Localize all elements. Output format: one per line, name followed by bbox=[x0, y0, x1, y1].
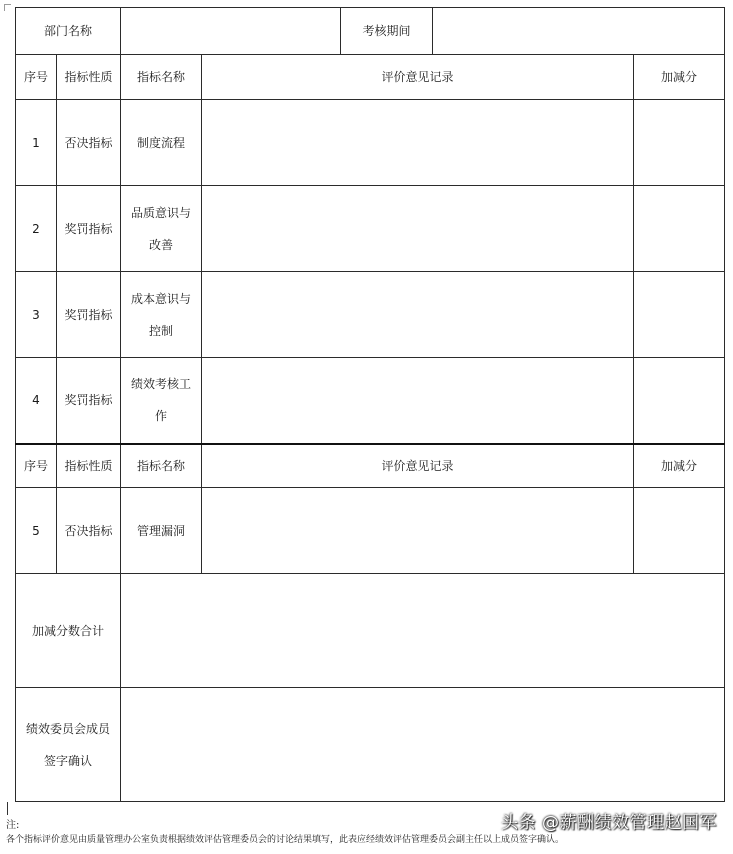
row-seq: 3 bbox=[16, 272, 57, 358]
col-score-header: 加减分 bbox=[634, 444, 725, 488]
col-name-header: 指标名称 bbox=[121, 444, 202, 488]
signoff-value[interactable] bbox=[121, 688, 725, 802]
row-comment-cell[interactable] bbox=[202, 488, 634, 574]
row-indicator-name bbox=[121, 358, 202, 444]
signoff-label bbox=[16, 688, 121, 802]
row-seq: 2 bbox=[16, 186, 57, 272]
row-indicator-name bbox=[121, 186, 202, 272]
total-value[interactable] bbox=[121, 574, 725, 688]
row-seq: 1 bbox=[16, 100, 57, 186]
note-label: 注: bbox=[6, 820, 20, 831]
row-comment-cell[interactable] bbox=[202, 272, 634, 358]
row-indicator-name-line: 改善 bbox=[149, 237, 174, 252]
evaluation-table bbox=[15, 7, 725, 802]
row-seq: 5 bbox=[16, 488, 57, 574]
row-indicator-name bbox=[121, 272, 202, 358]
row-indicator-name: 制度流程 bbox=[121, 100, 202, 186]
row-nature: 奖罚指标 bbox=[57, 358, 121, 444]
row-score-cell[interactable] bbox=[634, 100, 725, 186]
row-score-cell[interactable] bbox=[634, 358, 725, 444]
note-text: 各个指标评价意见由质量管理办公室负责根据绩效评估管理委员会的讨论结果填写，此表应经绩效评估管理委员会副主任以上成员签字确认。 bbox=[6, 835, 565, 845]
row-seq: 4 bbox=[16, 358, 57, 444]
page-corner-mark bbox=[4, 4, 11, 11]
row-nature: 否决指标 bbox=[57, 100, 121, 186]
row-indicator-name-line: 品质意识与 bbox=[131, 205, 192, 220]
table-row bbox=[16, 100, 725, 186]
table-row bbox=[16, 488, 725, 574]
row-score-cell[interactable] bbox=[634, 488, 725, 574]
row-comment-cell[interactable] bbox=[202, 100, 634, 186]
row-score-cell[interactable] bbox=[634, 186, 725, 272]
row-nature: 否决指标 bbox=[57, 488, 121, 574]
dept-name-value[interactable] bbox=[121, 8, 341, 55]
row-indicator-name: 管理漏洞 bbox=[121, 488, 202, 574]
table-row bbox=[16, 272, 725, 358]
signoff-label-line: 绩效委员会成员 bbox=[26, 721, 111, 736]
row-indicator-name-line: 作 bbox=[155, 409, 168, 424]
row-nature: 奖罚指标 bbox=[57, 186, 121, 272]
signoff-row bbox=[16, 688, 725, 802]
watermark: 头条 @薪酬绩效管理赵国军 bbox=[501, 813, 717, 833]
table-row bbox=[16, 186, 725, 272]
column-header-row bbox=[16, 55, 725, 100]
col-nature-header: 指标性质 bbox=[57, 55, 121, 100]
col-score-header: 加减分 bbox=[634, 55, 725, 100]
col-name-header: 指标名称 bbox=[121, 55, 202, 100]
total-label: 加减分数合计 bbox=[16, 574, 121, 688]
row-indicator-name-line: 绩效考核工 bbox=[131, 377, 192, 392]
row-comment-cell[interactable] bbox=[202, 186, 634, 272]
row-indicator-name-line: 控制 bbox=[149, 323, 174, 338]
row-comment-cell[interactable] bbox=[202, 358, 634, 444]
col-nature-header: 指标性质 bbox=[57, 444, 121, 488]
col-comment-header: 评价意见记录 bbox=[202, 55, 634, 100]
row-indicator-name-line: 成本意识与 bbox=[131, 291, 192, 306]
col-seq-header: 序号 bbox=[16, 444, 57, 488]
period-value[interactable] bbox=[433, 8, 725, 55]
table-row bbox=[16, 358, 725, 444]
row-score-cell[interactable] bbox=[634, 272, 725, 358]
col-comment-header: 评价意见记录 bbox=[202, 444, 634, 488]
info-row bbox=[16, 8, 725, 55]
total-row bbox=[16, 574, 725, 688]
text-cursor bbox=[7, 802, 8, 815]
period-label: 考核期间 bbox=[341, 8, 433, 55]
dept-name-label: 部门名称 bbox=[16, 8, 121, 55]
row-nature: 奖罚指标 bbox=[57, 272, 121, 358]
col-seq-header: 序号 bbox=[16, 55, 57, 100]
column-header-row-repeat bbox=[16, 444, 725, 488]
signoff-label-line: 签字确认 bbox=[44, 753, 93, 768]
